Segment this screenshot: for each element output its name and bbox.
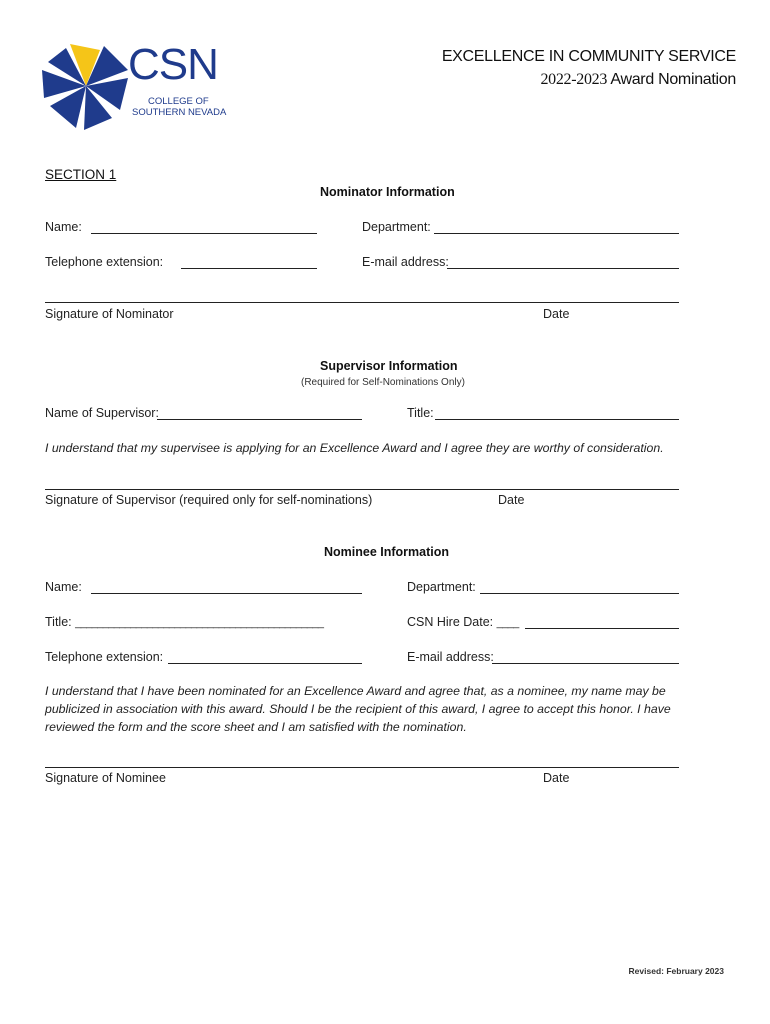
nominee-hire-label: CSN Hire Date: xyxy=(407,615,497,629)
revised-date: Revised: February 2023 xyxy=(628,966,724,976)
supervisor-heading: Supervisor Information xyxy=(320,359,458,373)
nominee-title-underscores: _____________________________________________ xyxy=(75,617,324,629)
nominee-title-label: Title: xyxy=(45,615,76,629)
supervisor-name-label: Name of Supervisor: xyxy=(45,406,159,420)
nominator-department-field[interactable] xyxy=(434,233,679,234)
form-subtitle xyxy=(540,71,736,89)
logo-line1: COLLEGE OF xyxy=(148,96,209,107)
csn-logo xyxy=(40,40,230,132)
nominee-signature-line[interactable] xyxy=(45,767,679,768)
nominee-name-field[interactable] xyxy=(91,593,362,594)
supervisor-signature-label: Signature of Supervisor (required only for self-nominations) xyxy=(45,493,373,507)
nominator-name-field[interactable] xyxy=(91,233,317,234)
nominee-heading: Nominee Information xyxy=(324,545,450,559)
nominee-phone-field[interactable] xyxy=(168,663,362,664)
nominee-signature-label: Signature of Nominee xyxy=(45,771,166,785)
csn-star-icon xyxy=(40,40,132,132)
supervisor-name-field[interactable] xyxy=(157,419,362,420)
supervisor-statement: I understand that my supervisee is applying for an Excellence Award and I agree they are worthy of consideration. xyxy=(45,441,664,455)
nominee-hire-date-field[interactable] xyxy=(525,628,679,629)
nominee-email-field[interactable] xyxy=(492,663,679,664)
award-year: 2022-2023 xyxy=(540,71,608,88)
nominee-phone-label: Telephone extension: xyxy=(45,650,164,664)
nominator-signature-line[interactable] xyxy=(45,302,679,303)
award-subtitle: Award Nomination xyxy=(610,71,736,88)
nominee-hire-underscores: ____ xyxy=(496,617,519,629)
nominator-date-label: Date xyxy=(543,307,570,321)
supervisor-title-field[interactable] xyxy=(435,419,679,420)
nominator-department-label: Department: xyxy=(362,220,431,234)
nominator-name-label: Name: xyxy=(45,220,82,234)
nominator-email-label: E-mail address: xyxy=(362,255,449,269)
nominee-hire-label-wrap xyxy=(407,615,519,629)
nominator-email-field[interactable] xyxy=(447,268,679,269)
nominator-phone-label: Telephone extension: xyxy=(45,255,164,269)
nominee-department-label: Department: xyxy=(407,580,476,594)
section-label: SECTION 1 xyxy=(45,167,117,182)
supervisor-note: (Required for Self-Nominations Only) xyxy=(301,377,465,388)
nominee-statement-line1: I understand that I have been nominated for an Excellence Award and agree that, as a nominee, my name may be xyxy=(45,684,666,698)
supervisor-date-label: Date xyxy=(498,493,525,507)
logo-line2: SOUTHERN NEVADA xyxy=(132,107,227,118)
nominee-name-label: Name: xyxy=(45,580,82,594)
supervisor-title-label: Title: xyxy=(407,406,434,420)
nominator-phone-field[interactable] xyxy=(181,268,317,269)
nominee-date-label: Date xyxy=(543,771,570,785)
nominee-statement-line2: publicized in association with this award. Should I be the recipient of this award, I agree to accept this honor. I have xyxy=(45,702,671,716)
nominator-heading: Nominator Information xyxy=(320,185,455,199)
nominee-title-field[interactable] xyxy=(45,615,323,629)
nominee-statement-line3: reviewed the form and the score sheet and I am satisfied with the nomination. xyxy=(45,720,467,734)
logo-brand: CSN xyxy=(128,40,218,89)
nominee-department-field[interactable] xyxy=(480,593,679,594)
nominee-email-label: E-mail address: xyxy=(407,650,494,664)
nominator-signature-label: Signature of Nominator xyxy=(45,307,174,321)
supervisor-signature-line[interactable] xyxy=(45,489,679,490)
form-title: EXCELLENCE IN COMMUNITY SERVICE xyxy=(441,48,736,65)
